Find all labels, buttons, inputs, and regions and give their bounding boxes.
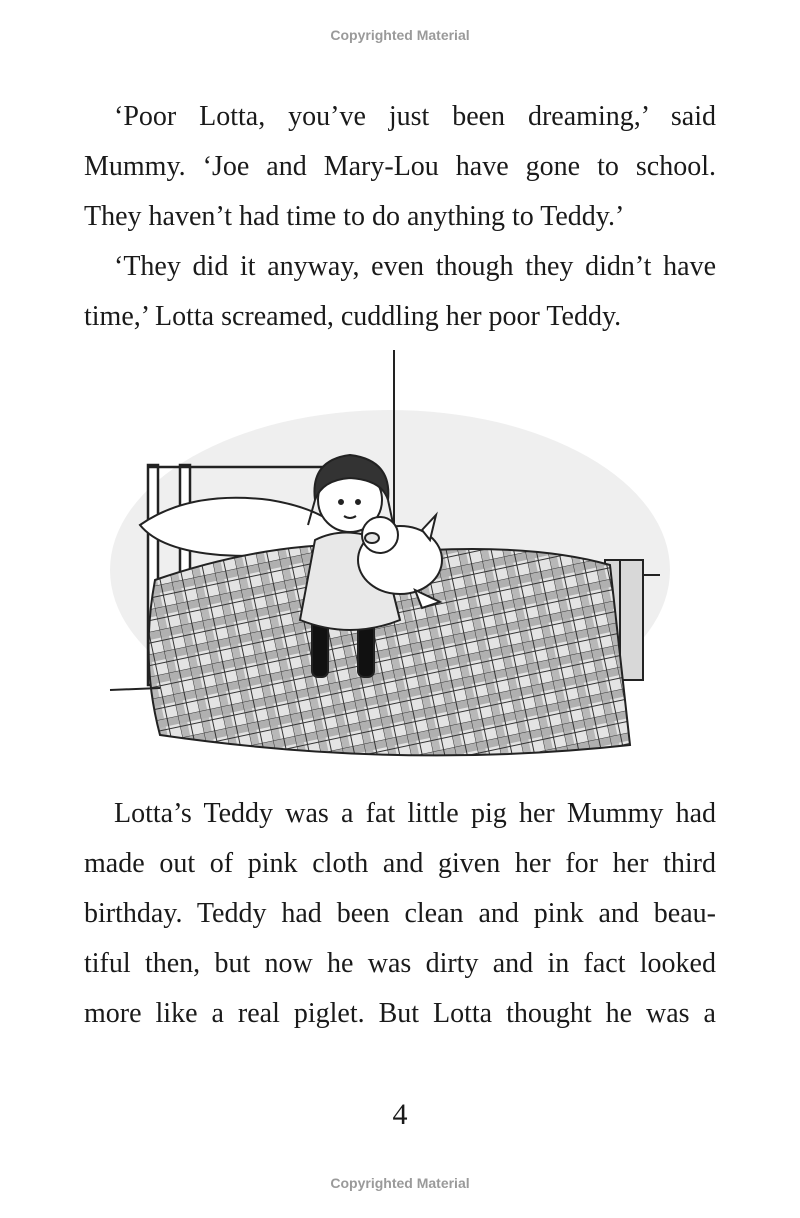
- paragraph-2: [84, 242, 716, 342]
- copyright-watermark-bottom: Copyrighted Material: [330, 1175, 470, 1191]
- text-line: time,’ Lotta screamed, cuddling her poor Teddy.: [84, 301, 622, 332]
- text-line: tiful then, but now he was dirty and in fact looked: [84, 948, 716, 979]
- text-line: They haven’t had time to do anything to Teddy.’: [84, 201, 625, 232]
- paragraph-3: [84, 789, 716, 1039]
- text-line: ‘Poor Lotta, you’ve just been dreaming,’ said: [114, 101, 716, 132]
- page-number: 4: [392, 1098, 408, 1131]
- paragraph-1: [84, 92, 716, 242]
- text-line: more like a real piglet. But Lotta thought he was a: [84, 998, 716, 1029]
- text-line: made out of pink cloth and given her for her third: [84, 848, 716, 879]
- text-line: Mummy. ‘Joe and Mary-Lou have gone to school.: [84, 151, 716, 182]
- text-line: birthday. Teddy had been clean and pink and beau-: [84, 898, 716, 929]
- illustration-girl-on-bed: [100, 350, 680, 770]
- copyright-watermark-top: Copyrighted Material: [330, 27, 470, 43]
- text-line: ‘They did it anyway, even though they didn’t have: [114, 251, 716, 282]
- text-line: Lotta’s Teddy was a fat little pig her Mummy had: [114, 798, 716, 829]
